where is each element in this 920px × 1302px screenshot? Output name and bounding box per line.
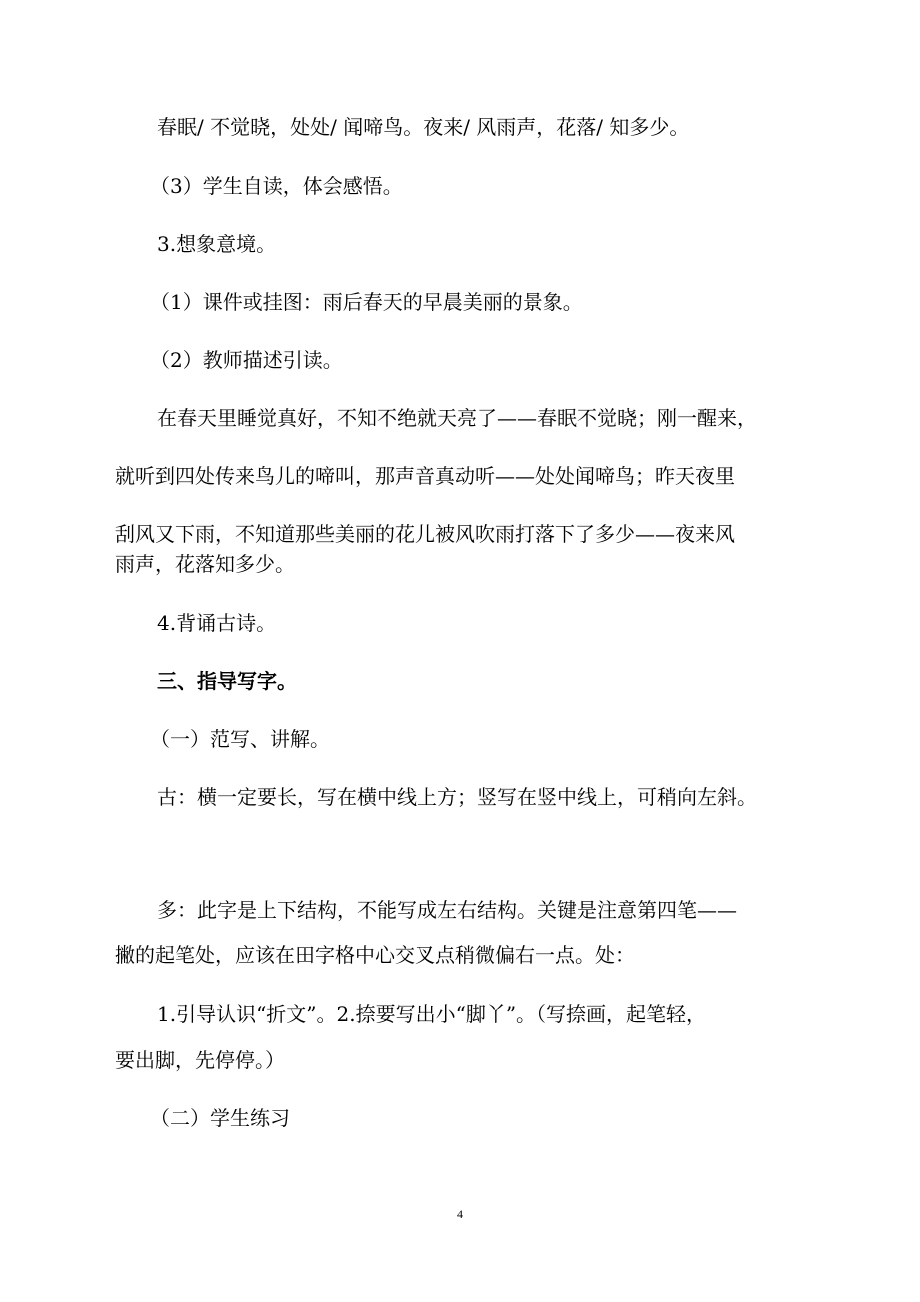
- section-title: 三、指导写字。: [157, 669, 297, 693]
- paragraph-line: 刮风又下雨，不知道那些美丽的花儿被风吹雨打落下了多少——夜来风: [115, 522, 735, 546]
- paragraph-line: 1.引导认识“折文”。2.捺要写出小“脚丫”。（写捺画，起笔轻，: [157, 1002, 707, 1026]
- paragraph-line: 多：此字是上下结构，不能写成左右结构。关键是注意第四笔——: [157, 898, 737, 922]
- paragraph-line: 就听到四处传来鸟儿的啼叫，那声音真动听——处处闻啼鸟；昨天夜里: [115, 464, 735, 488]
- paragraph-line: 古：横一定要长，写在横中线上方；竖写在竖中线上，可稍向左斜。: [157, 785, 757, 809]
- poem-pause-line: 春眠/ 不觉晓，处处/ 闻啼鸟。夜来/ 风雨声，花落/ 知多少。: [157, 115, 690, 139]
- paragraph-line: 雨声，花落知多少。: [115, 552, 295, 576]
- paragraph-line: 撇的起笔处，应该在田字格中心交叉点稍微偏右一点。处：: [115, 943, 635, 967]
- step-item: （一）范写、讲解。: [150, 727, 330, 751]
- page-number: 4: [457, 1207, 463, 1221]
- paragraph-line: 在春天里睡觉真好，不知不绝就天亮了——春眠不觉晓；刚一醒来，: [157, 406, 757, 430]
- step-item: （2）教师描述引读。: [150, 348, 343, 372]
- step-item: （3）学生自读，体会感悟。: [150, 174, 403, 198]
- section-heading: 3.想象意境。: [157, 232, 277, 256]
- section-heading: 4.背诵古诗。: [157, 611, 277, 635]
- step-item: （二）学生练习: [150, 1106, 290, 1130]
- paragraph-line: 要出脚，先停停。）: [115, 1048, 285, 1072]
- step-item: （1）课件或挂图：雨后春天的早晨美丽的景象。: [150, 290, 583, 314]
